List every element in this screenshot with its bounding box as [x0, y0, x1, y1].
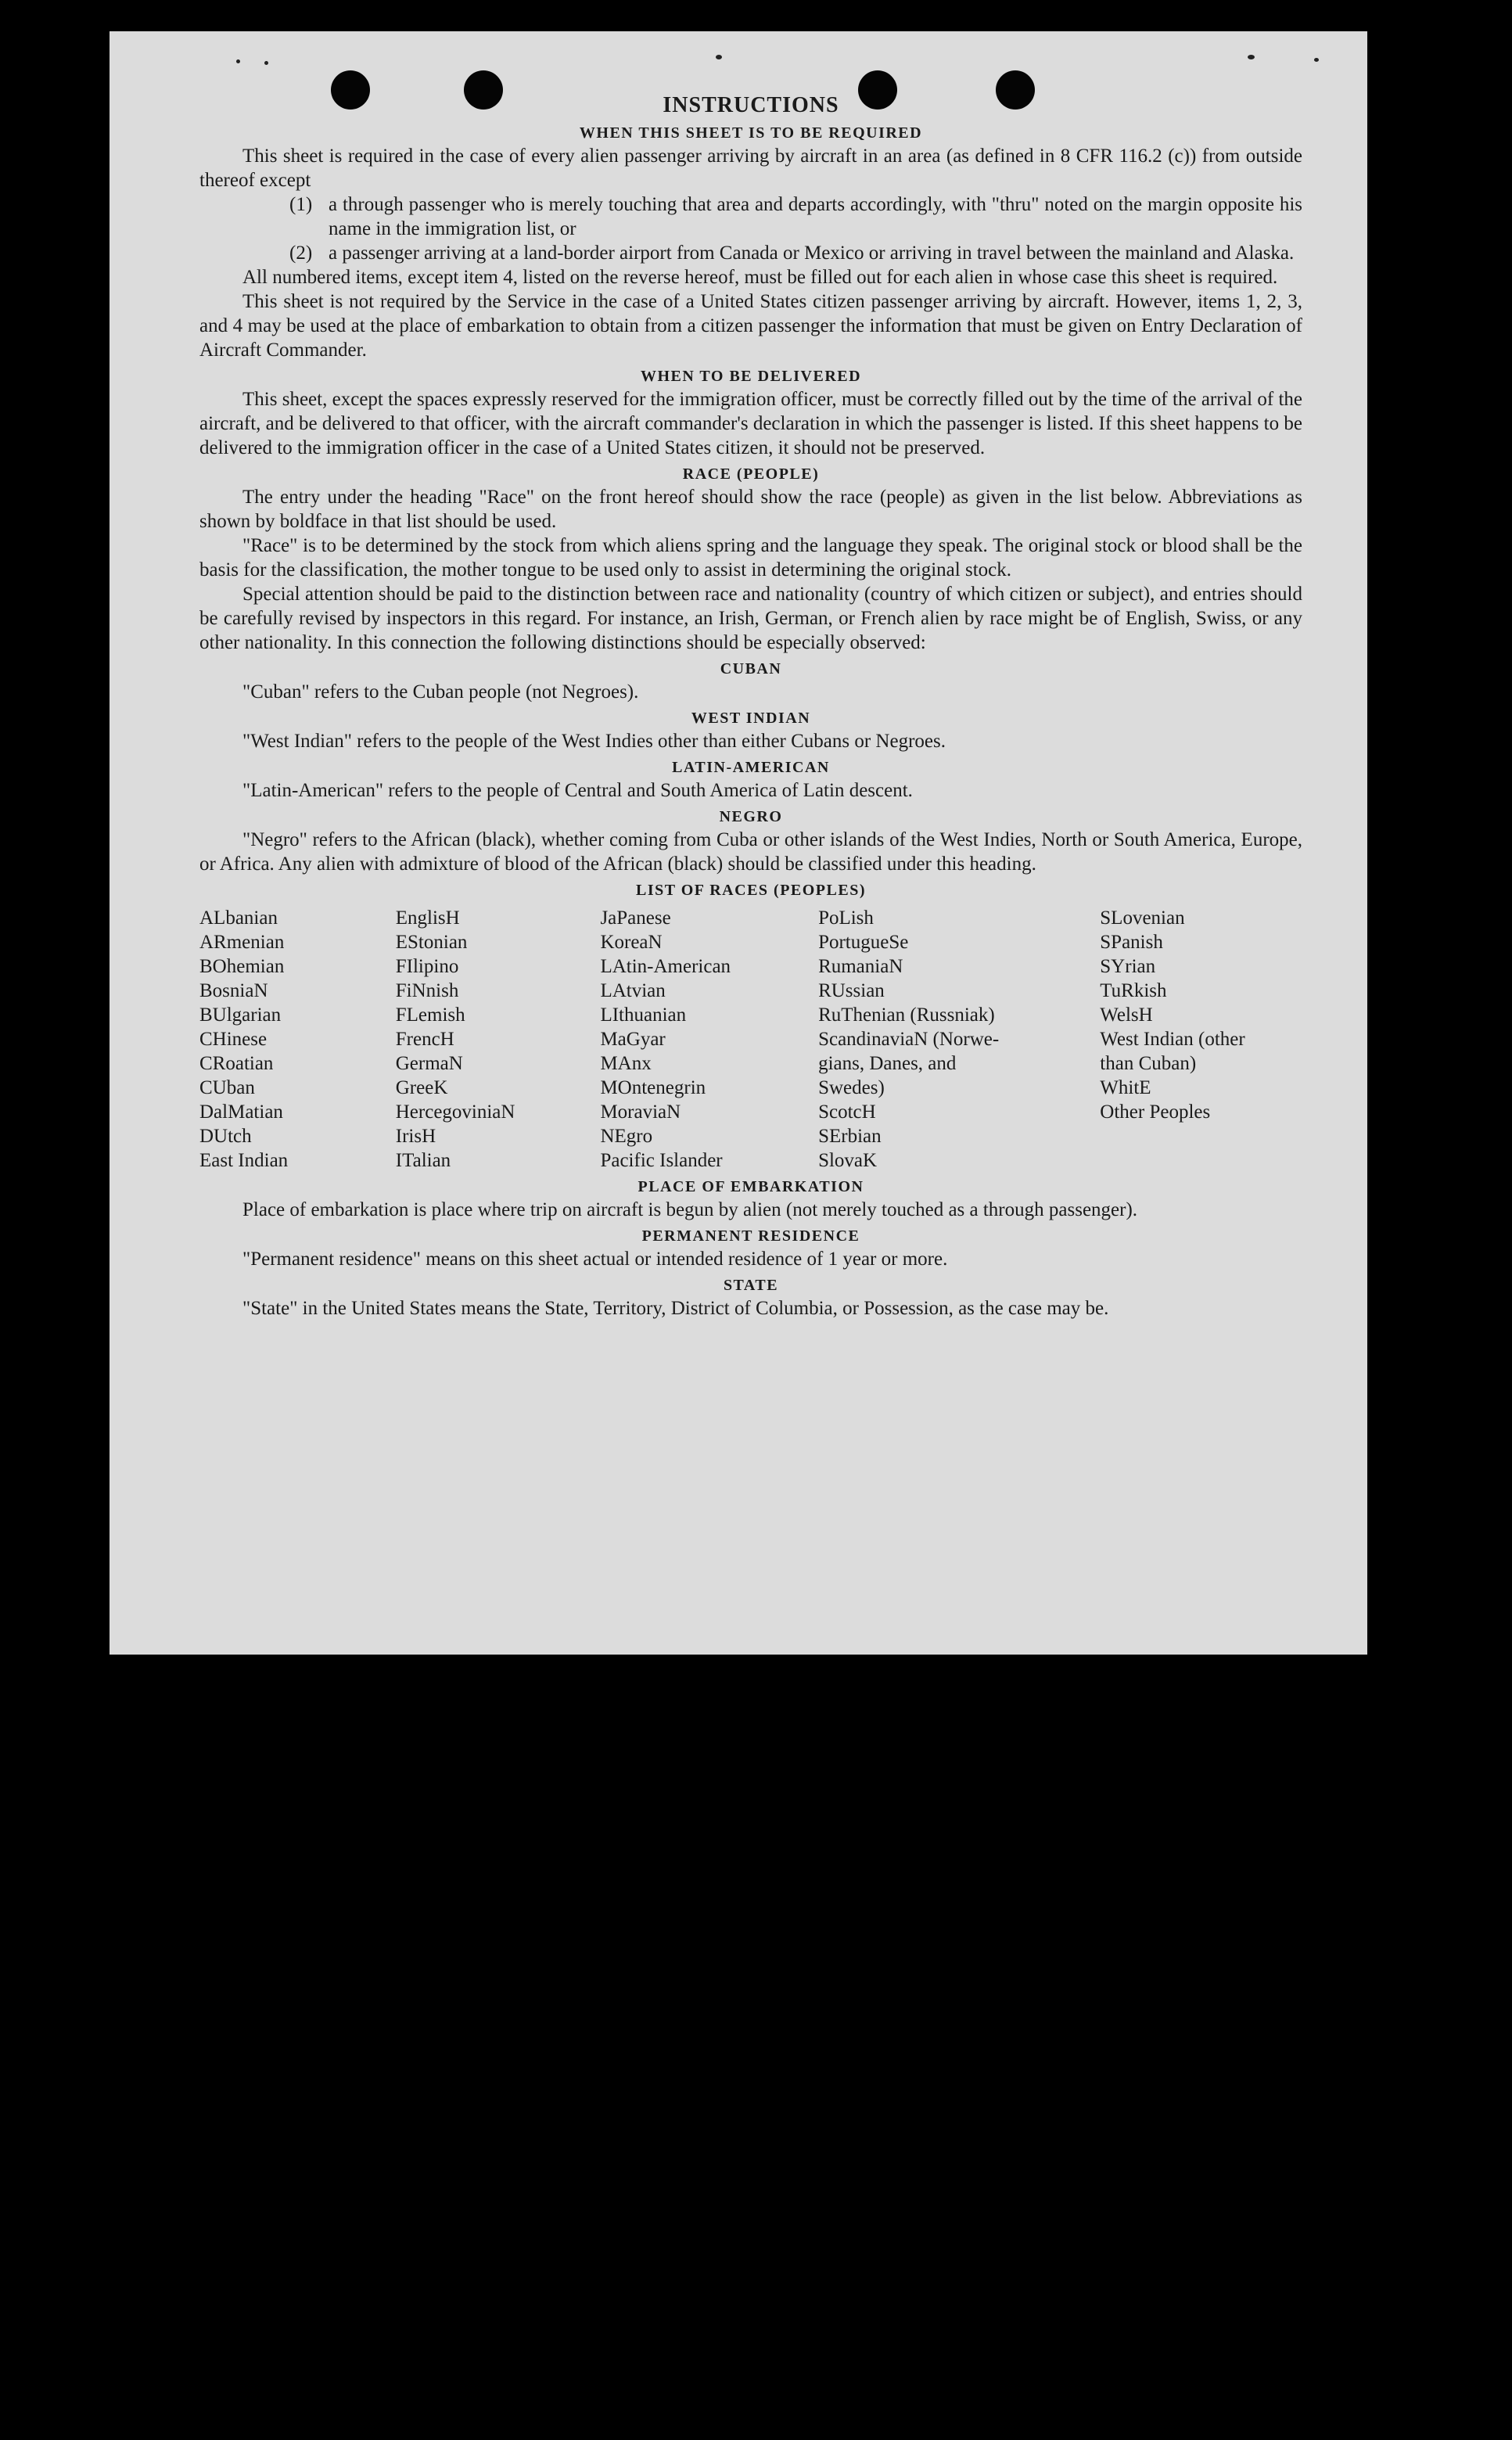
race-entry: BUlgarian [199, 1004, 282, 1026]
race-entry: SPanish [1100, 932, 1163, 953]
section-heading-west-indian: WEST INDIAN [691, 710, 811, 727]
race-entry: CHinese [199, 1029, 268, 1050]
race-entry: NEgro [600, 1126, 653, 1147]
race-entry: FiNnish [395, 980, 459, 1001]
race-paragraph: "Race" is to be determined by the stock from which aliens spring and the language they speak. The original stock or blood shall be the basis for the classification, the mother tongue to be used only to assist in determining the original stock. [199, 535, 1302, 580]
section-heading-embarkation: PLACE OF EMBARKATION [637, 1178, 864, 1195]
latin-american-paragraph: "Latin-American" refers to the people of Central and South America of Latin descent. [242, 780, 913, 801]
race-entry: MAnx [600, 1053, 652, 1074]
race-paragraph: The entry under the heading "Race" on the front hereof should show the race (people) as given in the list below. Abbreviations as shown by boldface in that list should be used. [199, 487, 1302, 532]
negro-paragraph: "Negro" refers to the African (black), whether coming from Cuba or other islands of the West Indies, North or South America, Europe, or Africa. Any alien with admixture of blood of the African (black) should be classified under this heading. [199, 829, 1302, 875]
race-entry: than Cuban) [1100, 1053, 1197, 1074]
races-column [1100, 906, 1302, 1173]
race-entry: CUban [199, 1077, 255, 1098]
race-entry: Other Peoples [1100, 1101, 1211, 1123]
race-entry: SlovaK [818, 1150, 878, 1171]
race-entry: EStonian [395, 932, 468, 953]
race-entry: FIlipino [395, 956, 459, 977]
ink-speck [716, 55, 722, 59]
race-entry: DUtch [199, 1126, 252, 1147]
required-intro: This sheet is required in the case of every alien passenger arriving by aircraft in an area (as defined in 8 CFR 116.2 (c)) from outside thereof except [199, 146, 1302, 191]
race-entry: IrisH [395, 1126, 436, 1147]
race-entry: ARmenian [199, 932, 285, 953]
races-list [199, 906, 1302, 1173]
race-entry: East Indian [199, 1150, 289, 1171]
race-entry: ScandinaviaN (Norwe- [818, 1029, 1000, 1050]
race-entry: FLemish [395, 1004, 465, 1026]
section-heading-required: WHEN THIS SHEET IS TO BE REQUIRED [579, 124, 923, 142]
item-text: a through passenger who is merely touching that area and departs accordingly, with "thru" noted on the margin opposite his name in the immigration list, or [329, 194, 1302, 239]
item-number: (1) [289, 194, 313, 215]
race-entry: West Indian (other [1100, 1029, 1245, 1050]
race-entry: Pacific Islander [600, 1150, 723, 1171]
race-entry: LAtvian [600, 980, 666, 1001]
embarkation-paragraph: Place of embarkation is place where trip on aircraft is begun by alien (not merely touched as a through passenger). [242, 1199, 1138, 1220]
required-paragraph: This sheet is not required by the Service in the case of a United States citizen passenger arriving by aircraft. However, items 1, 2, 3, and 4 may be used at the place of embarkation to obtain from a citizen passenger the information that must be given on Entry Declaration of Aircraft Commander. [199, 291, 1302, 361]
section-heading-races-list: LIST OF RACES (PEOPLES) [635, 882, 866, 899]
race-entry: TuRkish [1100, 980, 1167, 1001]
race-entry: KoreaN [600, 932, 663, 953]
race-entry: RuThenian (Russniak) [818, 1004, 995, 1026]
instructions-content [199, 92, 1302, 1321]
section-heading-negro: NEGRO [719, 808, 783, 825]
race-entry: CRoatian [199, 1053, 274, 1074]
race-entry: JaPanese [600, 907, 671, 929]
races-column [600, 906, 818, 1173]
race-entry: GermaN [395, 1053, 463, 1074]
cuban-paragraph: "Cuban" refers to the Cuban people (not Negroes). [242, 681, 639, 703]
page-title: INSTRUCTIONS [663, 93, 839, 117]
race-entry: RumaniaN [818, 956, 903, 977]
race-entry: SYrian [1100, 956, 1156, 977]
race-entry: HercegoviniaN [395, 1101, 515, 1123]
race-entry: ITalian [395, 1150, 451, 1171]
race-entry: WhitE [1100, 1077, 1151, 1098]
race-entry: PortugueSe [818, 932, 909, 953]
ink-speck [236, 59, 240, 63]
section-heading-cuban: CUBAN [720, 660, 782, 677]
exception-item-1 [199, 192, 1302, 241]
exception-item-2 [199, 241, 1302, 265]
west-indian-paragraph: "West Indian" refers to the people of the West Indies other than either Cubans or Negroes. [242, 731, 946, 752]
section-heading-state: STATE [723, 1277, 779, 1294]
state-paragraph: "State" in the United States means the State, Territory, District of Columbia, or Possession, as the case may be. [242, 1298, 1109, 1319]
race-entry: BosniaN [199, 980, 268, 1001]
race-entry: RUssian [818, 980, 885, 1001]
section-heading-delivered: WHEN TO BE DELIVERED [640, 368, 862, 385]
races-column [396, 906, 601, 1173]
race-entry: SErbian [818, 1126, 882, 1147]
race-entry: MoraviaN [600, 1101, 681, 1123]
race-entry: GreeK [395, 1077, 448, 1098]
document-sheet [110, 31, 1367, 1655]
race-entry: MaGyar [600, 1029, 666, 1050]
race-entry: DalMatian [199, 1101, 283, 1123]
ink-speck [1248, 55, 1255, 59]
residence-paragraph: "Permanent residence" means on this sheet actual or intended residence of 1 year or more. [242, 1249, 948, 1270]
delivered-paragraph: This sheet, except the spaces expressly reserved for the immigration officer, must be correctly filled out by the time of the arrival of the aircraft, and be delivered to that officer, with the aircraft commander's declaration in which the passenger is listed. If this sheet happens to be delivered to the immigration officer in the case of a United States citizen, it should not be preserved. [199, 389, 1302, 458]
race-entry: LIthuanian [600, 1004, 687, 1026]
race-paragraph: Special attention should be paid to the distinction between race and nationality (country of which citizen or subject), and entries should be carefully revised by inspectors in this regard. For instance, an Irish, German, or French alien by race might be of English, Swiss, or any other nationality. In this connection the following distinctions should be especially observed: [199, 584, 1302, 653]
race-entry: EnglisH [395, 907, 460, 929]
race-entry: SLovenian [1100, 907, 1185, 929]
race-entry: Swedes) [818, 1077, 885, 1098]
races-column [818, 906, 1100, 1173]
section-heading-residence: PERMANENT RESIDENCE [641, 1227, 860, 1245]
required-paragraph: All numbered items, except item 4, listed on the reverse hereof, must be filled out for each alien in whose case this sheet is required. [242, 267, 1278, 288]
item-text: a passenger arriving at a land-border airport from Canada or Mexico or arriving in travel between the mainland and Alaska. [329, 243, 1295, 264]
race-entry: WelsH [1100, 1004, 1153, 1026]
races-column [199, 906, 396, 1173]
ink-speck [1314, 58, 1319, 62]
race-entry: PoLish [818, 907, 874, 929]
race-entry: BOhemian [199, 956, 285, 977]
race-entry: LAtin-American [600, 956, 731, 977]
race-entry: ScotcH [818, 1101, 876, 1123]
race-entry: MOntenegrin [600, 1077, 706, 1098]
section-heading-latin-american: LATIN-AMERICAN [672, 759, 830, 776]
race-entry: FrencH [395, 1029, 454, 1050]
race-entry: gians, Danes, and [818, 1053, 957, 1074]
race-entry: ALbanian [199, 907, 278, 929]
section-heading-race: RACE (PEOPLE) [682, 465, 820, 483]
item-number: (2) [289, 243, 313, 264]
ink-speck [264, 61, 268, 65]
